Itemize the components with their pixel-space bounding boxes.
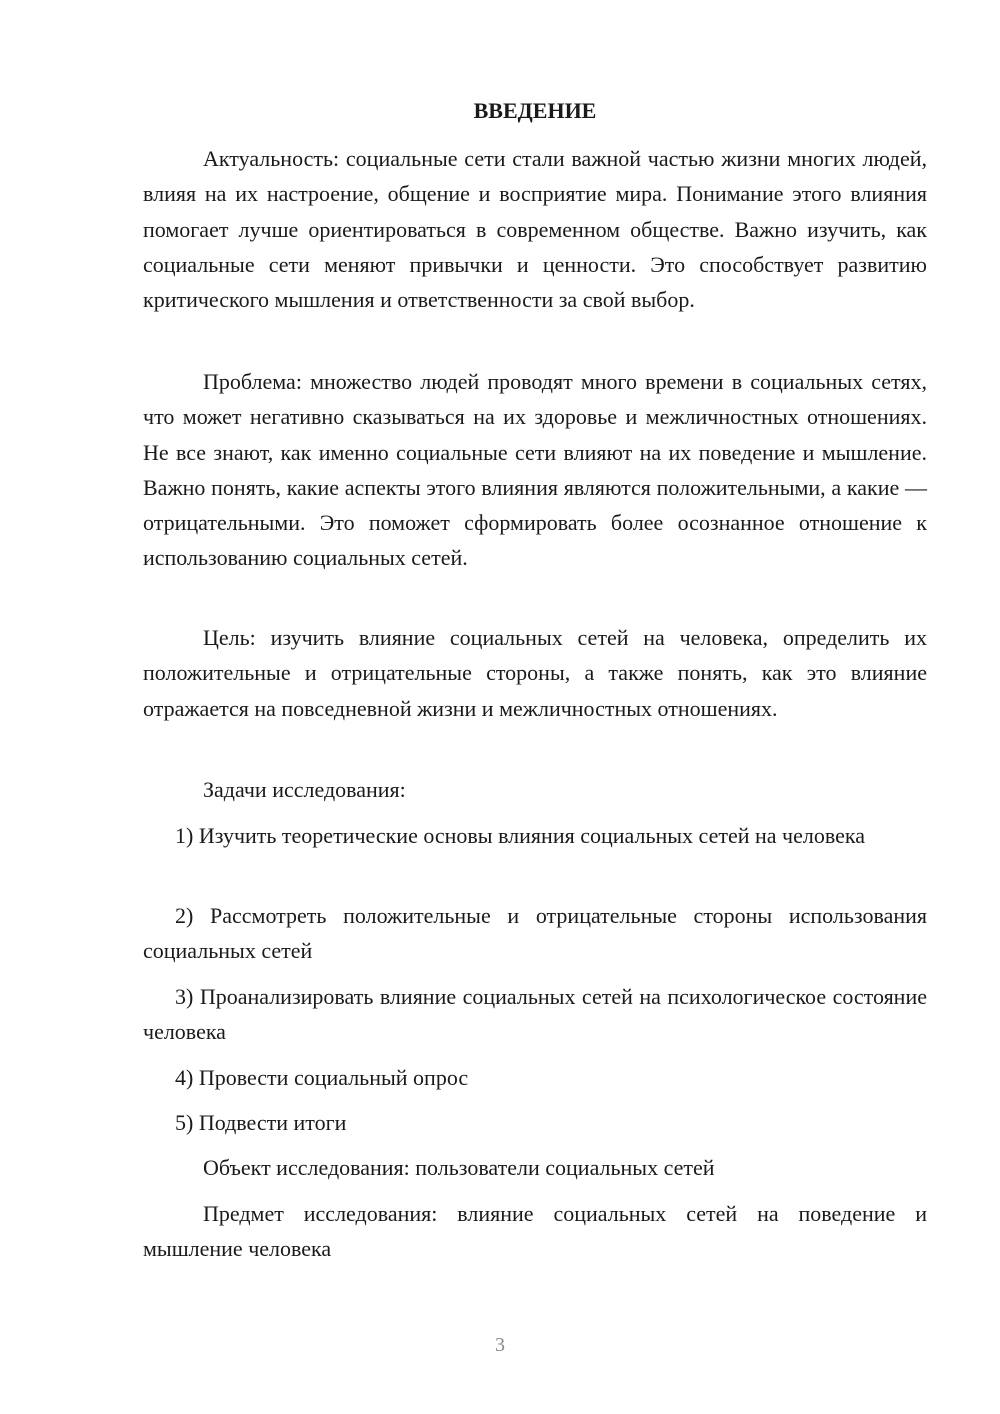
relevance-paragraph: Актуальность: социальные сети стали важной частью жизни многих людей, влияя на их настроение, общение и восприятие мира. Понимание этого влияния помогает лучше ориентироваться в современном обществе. Важно изучить, как социальные сети меняют привычки и ценности. Это способствует развитию критического мышления и ответственности за свой выбор. [143, 146, 927, 313]
subject-section [143, 1196, 927, 1267]
object-section [143, 1150, 927, 1185]
page-number: 3 [495, 1334, 505, 1356]
task-3-section [143, 979, 927, 1050]
relevance-section [143, 141, 927, 317]
task-item-4: 4) Провести социальный опрос [175, 1065, 469, 1090]
task-4-section [143, 1060, 927, 1095]
task-1-section [143, 818, 927, 853]
tasks-intro: Задачи исследования: [203, 777, 406, 802]
task-2-section [143, 898, 927, 969]
page-heading: ВВЕДЕНИЕ [473, 98, 597, 123]
task-item-5: 5) Подвести итоги [175, 1110, 347, 1135]
problem-paragraph: Проблема: множество людей проводят много времени в социальных сетях, что может негативно сказываться на их здоровье и межличностных отношениях. Не все знают, как именно социальные сети влияют на их поведение и мышление. Важно понять, какие аспекты этого влияния являются положительными, а какие — отрицательными. Это поможет сформировать более осознанное отношение к использованию социальных сетей. [143, 369, 927, 571]
task-item-3: 3) Проанализировать влияние социальных сетей на психологическое состояние человека [143, 984, 927, 1045]
goal-paragraph: Цель: изучить влияние социальных сетей на человека, определить их положительные и отрицательные стороны, а также понять, как это влияние отражается на повседневной жизни и межличностных отношениях. [143, 625, 927, 721]
research-subject: Предмет исследования: влияние социальных сетей на поведение и мышление человека [143, 1201, 927, 1262]
task-5-section [143, 1105, 927, 1140]
research-object: Объект исследования: пользователи социальных сетей [203, 1155, 715, 1180]
goal-section [143, 620, 927, 726]
task-item-1: 1) Изучить теоретические основы влияния социальных сетей на человека [175, 823, 865, 848]
problem-section [143, 364, 927, 576]
task-item-2: 2) Рассмотреть положительные и отрицательные стороны использования социальных сетей [143, 903, 927, 964]
tasks-intro-section [143, 772, 927, 807]
